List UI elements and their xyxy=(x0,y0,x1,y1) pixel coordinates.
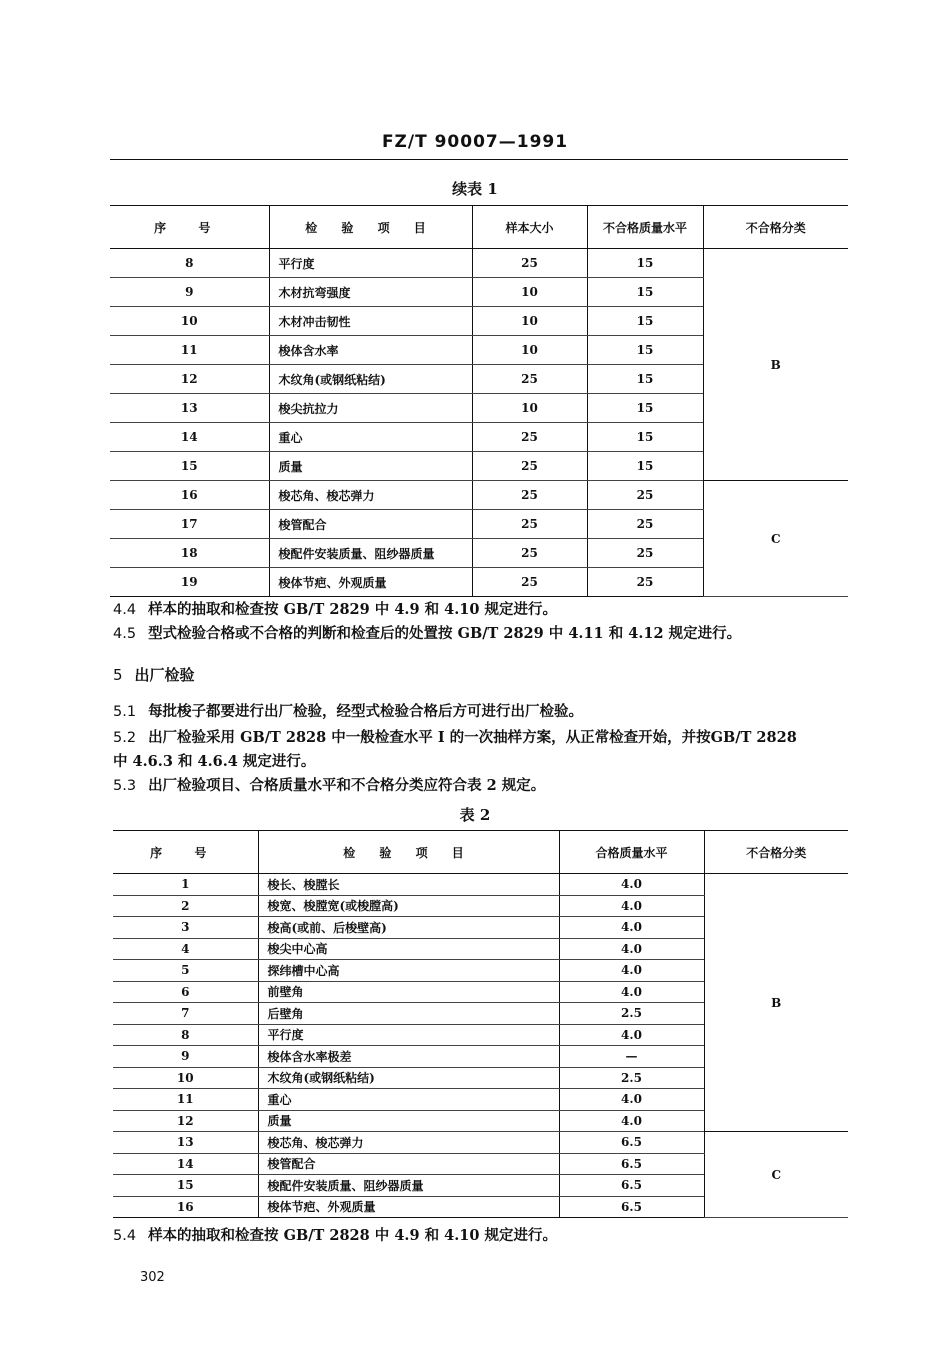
table-row xyxy=(110,249,848,278)
row-number: 12 xyxy=(110,365,269,394)
row-quality-level: 6.5 xyxy=(559,1132,704,1154)
row-quality-level: 15 xyxy=(587,394,703,423)
row-item: 梭尖中心高 xyxy=(258,938,559,960)
row-item: 木材抗弯强度 xyxy=(269,278,472,307)
row-number: 3 xyxy=(113,917,258,939)
table1-body xyxy=(110,249,848,597)
paragraph-5-1 xyxy=(113,700,583,724)
paragraph-number: 4.5 xyxy=(113,626,137,642)
row-item: 梭体节疤、外观质量 xyxy=(269,568,472,597)
row-quality-level: 25 xyxy=(587,481,703,510)
table2-header-no: 序 号 xyxy=(113,831,258,874)
row-quality-level: 4.0 xyxy=(559,960,704,982)
row-number: 8 xyxy=(110,249,269,278)
table2-header-row xyxy=(113,831,848,874)
row-quality-level: 6.5 xyxy=(559,1196,704,1218)
row-item: 梭尖抗拉力 xyxy=(269,394,472,423)
row-number: 11 xyxy=(113,1089,258,1111)
class-b-cell: B xyxy=(704,874,848,1132)
row-number: 8 xyxy=(113,1024,258,1046)
row-number: 12 xyxy=(113,1110,258,1132)
paragraph-number: 5.1 xyxy=(113,704,137,720)
paragraph-number: 5.4 xyxy=(113,1228,137,1244)
row-item: 梭配件安装质量、阻纱器质量 xyxy=(269,539,472,568)
row-quality-level: 15 xyxy=(587,278,703,307)
row-quality-level: 4.0 xyxy=(559,917,704,939)
paragraph-text: 每批梭子都要进行出厂检验，经型式检验合格后方可进行出厂检验。 xyxy=(148,703,584,720)
row-item: 梭体节疤、外观质量 xyxy=(258,1196,559,1218)
row-number: 15 xyxy=(110,452,269,481)
row-quality-level: 4.0 xyxy=(559,938,704,960)
row-item: 梭管配合 xyxy=(269,510,472,539)
row-item: 木材冲击韧性 xyxy=(269,307,472,336)
row-item: 探纬槽中心高 xyxy=(258,960,559,982)
row-number: 10 xyxy=(110,307,269,336)
row-number: 14 xyxy=(110,423,269,452)
row-item: 重心 xyxy=(269,423,472,452)
row-item: 前壁角 xyxy=(258,981,559,1003)
row-number: 17 xyxy=(110,510,269,539)
row-quality-level: 15 xyxy=(587,249,703,278)
row-sample-size: 25 xyxy=(472,481,587,510)
row-sample-size: 25 xyxy=(472,568,587,597)
row-quality-level: 15 xyxy=(587,365,703,394)
row-quality-level: 6.5 xyxy=(559,1153,704,1175)
paragraph-number: 5.2 xyxy=(113,730,137,746)
row-number: 11 xyxy=(110,336,269,365)
row-quality-level: 25 xyxy=(587,510,703,539)
row-number: 2 xyxy=(113,895,258,917)
paragraph-5-2-continued xyxy=(113,750,315,774)
row-quality-level: 25 xyxy=(587,568,703,597)
paragraph-5-3 xyxy=(113,774,545,798)
paragraph-text: 型式检验合格或不合格的判断和检查后的处置按 GB/T 2829 中 4.11 和 4.12 规定进行。 xyxy=(148,625,742,642)
row-sample-size: 25 xyxy=(472,539,587,568)
row-quality-level: 4.0 xyxy=(559,981,704,1003)
table1 xyxy=(110,205,848,597)
row-sample-size: 10 xyxy=(472,394,587,423)
section-5-heading xyxy=(113,664,195,685)
row-quality-level: 4.0 xyxy=(559,874,704,896)
row-item: 梭宽、梭膛宽(或梭膛高) xyxy=(258,895,559,917)
row-sample-size: 10 xyxy=(472,278,587,307)
table-row xyxy=(110,481,848,510)
standard-code-header: FZ/T 90007—1991 xyxy=(381,132,569,152)
row-sample-size: 10 xyxy=(472,307,587,336)
row-quality-level: 4.0 xyxy=(559,1024,704,1046)
row-quality-level: 15 xyxy=(587,452,703,481)
table1-header-sample: 样本大小 xyxy=(472,206,587,249)
row-number: 13 xyxy=(113,1132,258,1154)
row-sample-size: 25 xyxy=(472,452,587,481)
table1-caption: 续表 1 xyxy=(452,180,498,198)
table2-header-level: 合格质量水平 xyxy=(559,831,704,874)
row-number: 19 xyxy=(110,568,269,597)
table2-body xyxy=(113,874,848,1218)
row-item: 平行度 xyxy=(269,249,472,278)
row-number: 7 xyxy=(113,1003,258,1025)
table1-header-row xyxy=(110,206,848,249)
row-item: 梭芯角、梭芯弹力 xyxy=(258,1132,559,1154)
row-sample-size: 25 xyxy=(472,249,587,278)
table1-header-no: 序 号 xyxy=(110,206,269,249)
row-quality-level: 25 xyxy=(587,539,703,568)
table-row xyxy=(113,1132,848,1154)
row-quality-level: 2.5 xyxy=(559,1003,704,1025)
row-item: 木纹角(或钢纸粘结) xyxy=(258,1067,559,1089)
paragraph-number: 5.3 xyxy=(113,778,137,794)
row-number: 9 xyxy=(113,1046,258,1068)
class-b-cell: B xyxy=(703,249,848,481)
row-number: 16 xyxy=(110,481,269,510)
row-item: 重心 xyxy=(258,1089,559,1111)
row-item: 梭芯角、梭芯弹力 xyxy=(269,481,472,510)
row-number: 18 xyxy=(110,539,269,568)
row-sample-size: 10 xyxy=(472,336,587,365)
row-number: 9 xyxy=(110,278,269,307)
row-number: 5 xyxy=(113,960,258,982)
paragraph-text: 中 4.6.3 和 4.6.4 规定进行。 xyxy=(113,753,316,770)
row-item: 质量 xyxy=(269,452,472,481)
row-item: 木纹角(或钢纸粘结) xyxy=(269,365,472,394)
header-rule xyxy=(110,159,848,160)
table2-header-item: 检 验 项 目 xyxy=(258,831,559,874)
row-item: 梭高(或前、后梭壁高) xyxy=(258,917,559,939)
page-number: 302 xyxy=(140,1270,165,1285)
row-quality-level: 2.5 xyxy=(559,1067,704,1089)
table2 xyxy=(113,830,848,1218)
paragraph-5-4 xyxy=(113,1224,557,1248)
row-number: 16 xyxy=(113,1196,258,1218)
row-quality-level: 15 xyxy=(587,336,703,365)
class-c-cell: C xyxy=(704,1132,848,1218)
row-number: 6 xyxy=(113,981,258,1003)
row-item: 平行度 xyxy=(258,1024,559,1046)
paragraph-4-5 xyxy=(113,622,741,646)
row-number: 10 xyxy=(113,1067,258,1089)
row-number: 14 xyxy=(113,1153,258,1175)
section-number: 5 xyxy=(113,666,123,684)
row-item: 梭体含水率 xyxy=(269,336,472,365)
row-quality-level: 15 xyxy=(587,423,703,452)
table1-header-item: 检 验 项 目 xyxy=(269,206,472,249)
paragraph-4-4 xyxy=(113,598,557,622)
row-sample-size: 25 xyxy=(472,423,587,452)
row-quality-level: — xyxy=(559,1046,704,1068)
row-quality-level: 4.0 xyxy=(559,1089,704,1111)
row-item: 质量 xyxy=(258,1110,559,1132)
paragraph-number: 4.4 xyxy=(113,602,137,618)
row-quality-level: 6.5 xyxy=(559,1175,704,1197)
row-item: 后壁角 xyxy=(258,1003,559,1025)
row-item: 梭配件安装质量、阻纱器质量 xyxy=(258,1175,559,1197)
row-item: 梭管配合 xyxy=(258,1153,559,1175)
row-sample-size: 25 xyxy=(472,365,587,394)
table2-header-class: 不合格分类 xyxy=(704,831,848,874)
row-item: 梭长、梭膛长 xyxy=(258,874,559,896)
table-row xyxy=(113,874,848,896)
class-c-cell: C xyxy=(703,481,848,597)
row-sample-size: 25 xyxy=(472,510,587,539)
row-item: 梭体含水率极差 xyxy=(258,1046,559,1068)
row-quality-level: 4.0 xyxy=(559,1110,704,1132)
table2-caption: 表 2 xyxy=(459,806,491,824)
paragraph-text: 样本的抽取和检查按 GB/T 2829 中 4.9 和 4.10 规定进行。 xyxy=(148,601,558,618)
paragraph-text: 样本的抽取和检查按 GB/T 2828 中 4.9 和 4.10 规定进行。 xyxy=(148,1227,558,1244)
table1-header-class: 不合格分类 xyxy=(703,206,848,249)
row-number: 1 xyxy=(113,874,258,896)
paragraph-text: 出厂检验采用 GB/T 2828 中一般检查水平 I 的一次抽样方案，从正常检查开始，并按GB/T 2828 xyxy=(148,729,797,746)
row-quality-level: 4.0 xyxy=(559,895,704,917)
section-title: 出厂检验 xyxy=(134,666,195,684)
table1-header-level: 不合格质量水平 xyxy=(587,206,703,249)
row-number: 15 xyxy=(113,1175,258,1197)
row-quality-level: 15 xyxy=(587,307,703,336)
paragraph-5-2 xyxy=(113,726,797,750)
row-number: 4 xyxy=(113,938,258,960)
row-number: 13 xyxy=(110,394,269,423)
paragraph-text: 出厂检验项目、合格质量水平和不合格分类应符合表 2 规定。 xyxy=(148,777,546,794)
